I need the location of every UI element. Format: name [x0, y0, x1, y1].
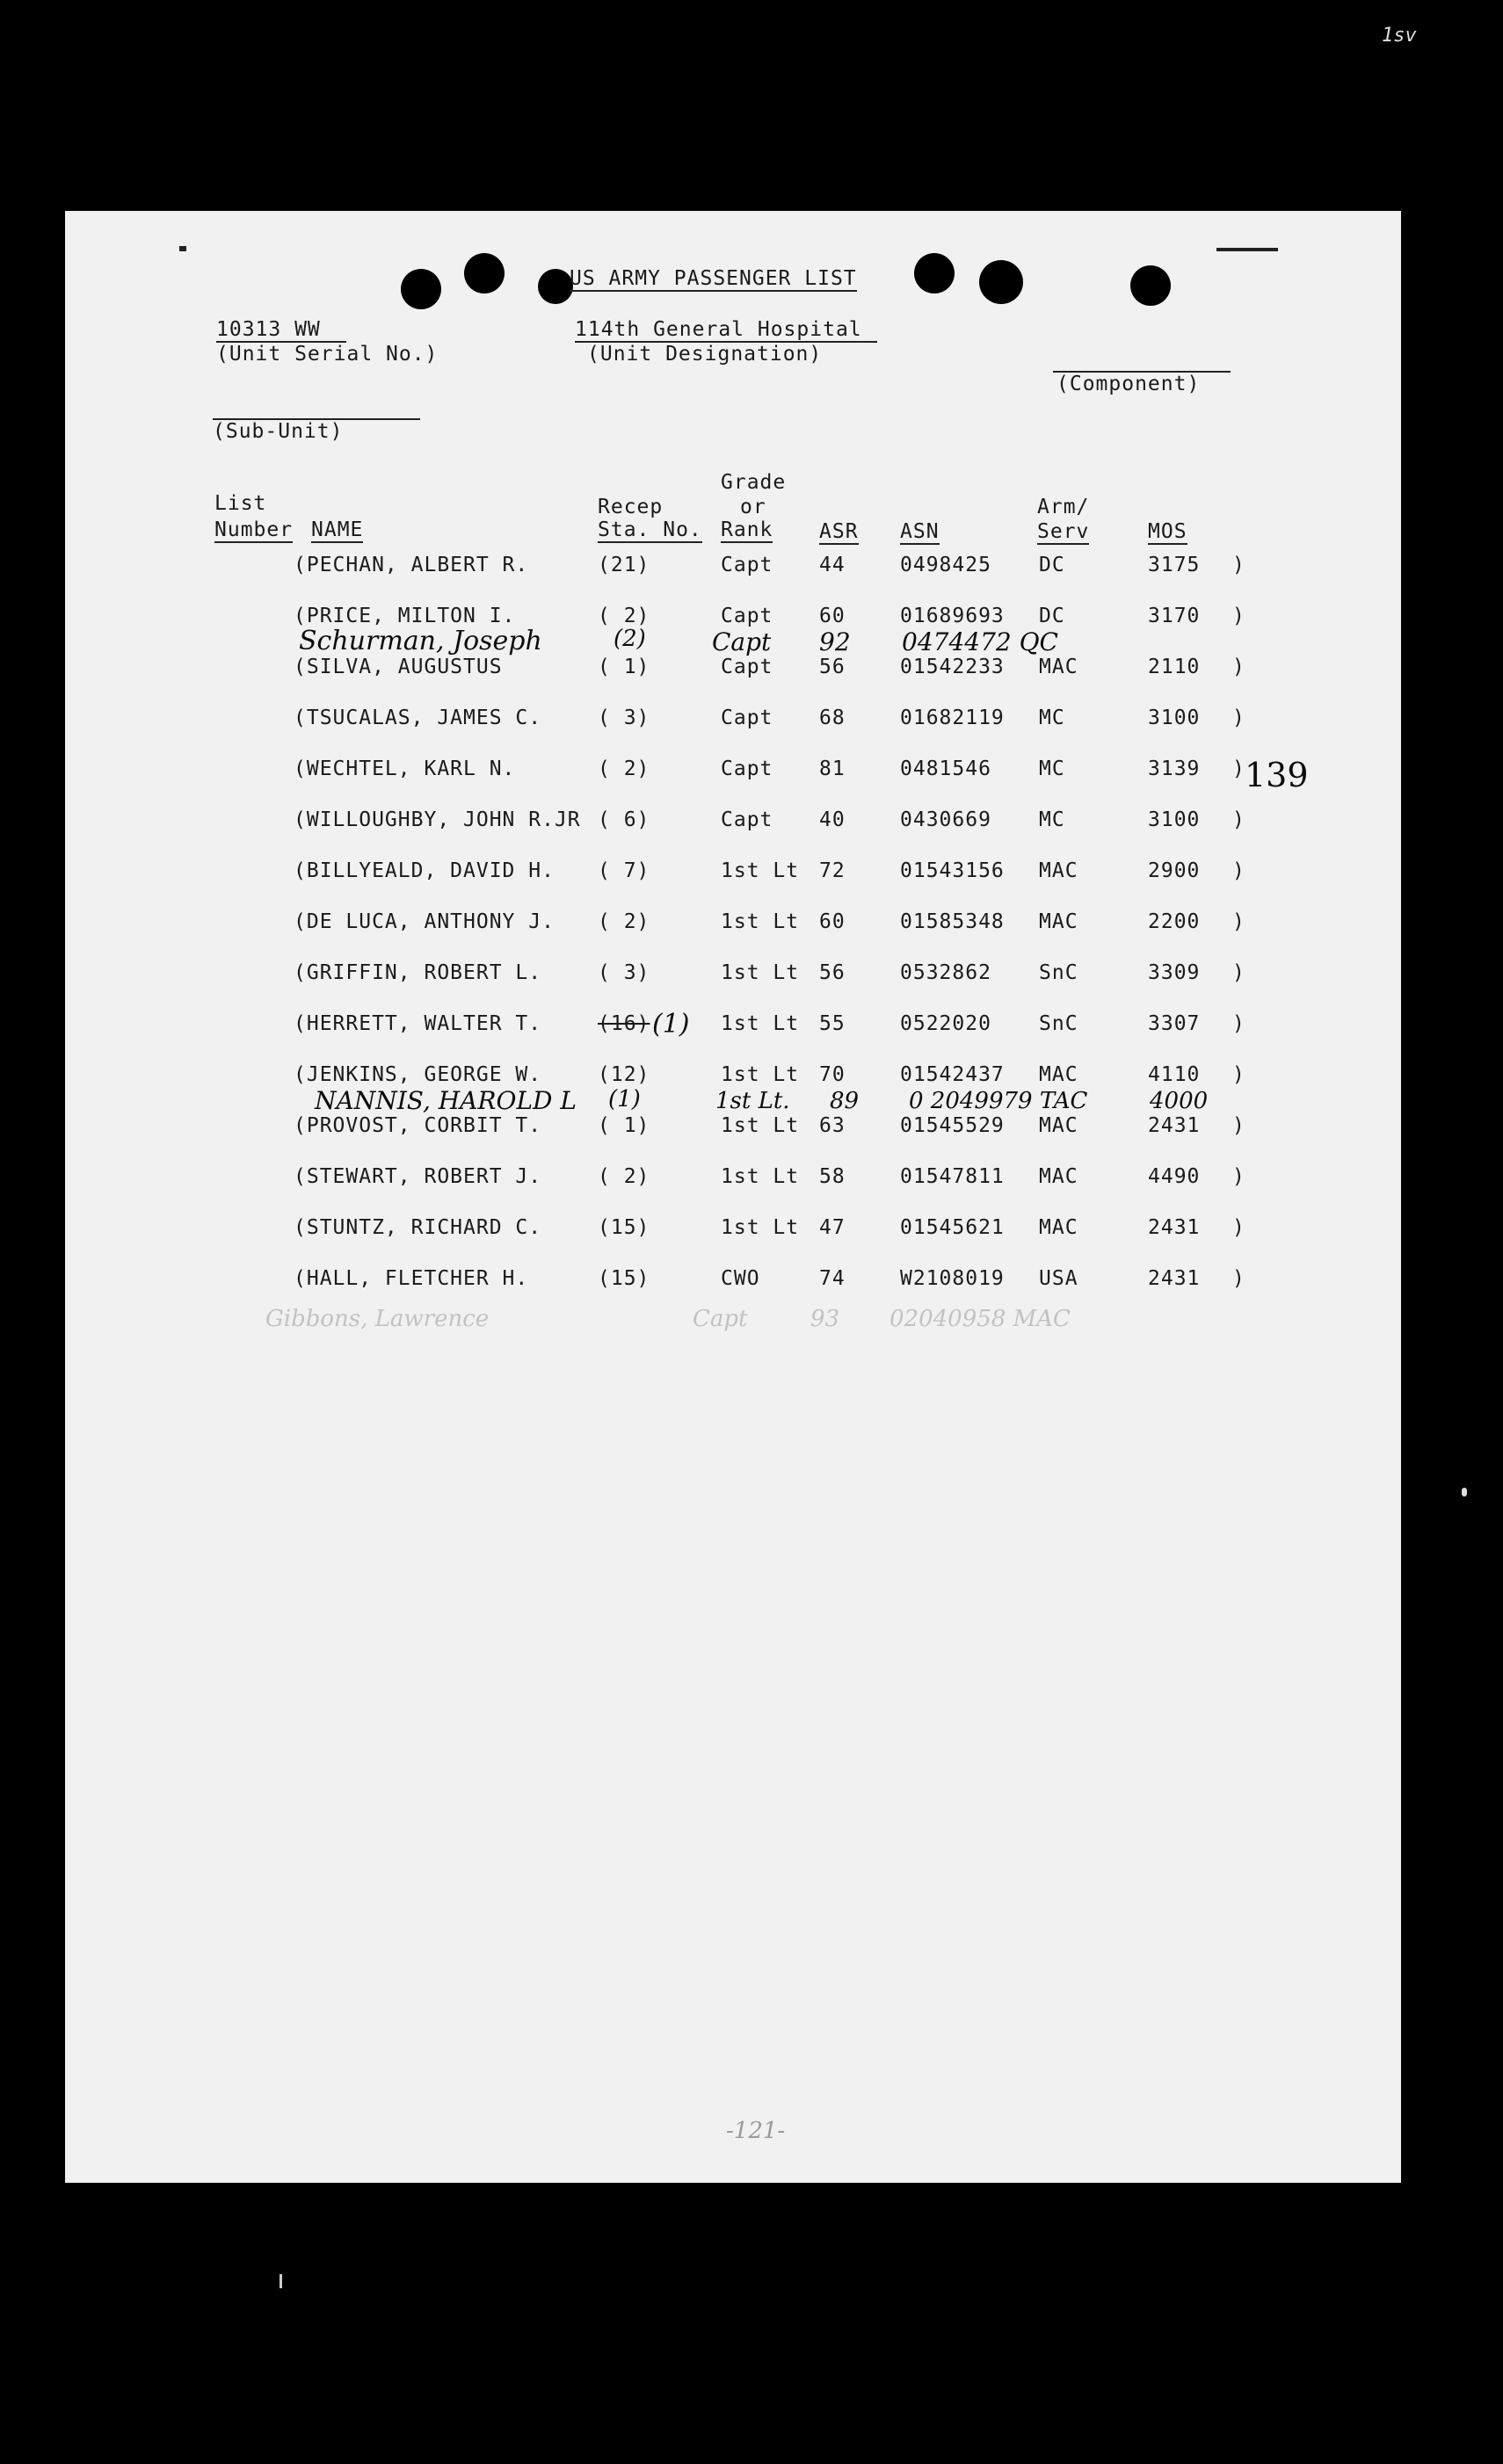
cell-asn: 01682119	[900, 707, 1005, 729]
cell-name: (JENKINS, GEORGE W.	[294, 1063, 542, 1086]
unit-serial-value: 10313 WW	[216, 318, 321, 341]
cell-sta: (12)	[598, 1063, 650, 1086]
cell-asr: 47	[819, 1216, 846, 1239]
cell-mos: 4490	[1148, 1165, 1201, 1188]
cell-grade: Capt	[721, 554, 773, 576]
sub-unit-caption: (Sub-Unit)	[213, 420, 344, 443]
cell-bracket: )	[1232, 605, 1245, 627]
cell-bracket: )	[1232, 757, 1245, 780]
speck	[1216, 248, 1278, 251]
cell-grade: Capt	[721, 605, 773, 627]
cell-grade: 1st Lt	[721, 1114, 800, 1137]
cell-bracket: )	[1232, 554, 1245, 576]
cell-sta: ( 1)	[598, 1114, 650, 1137]
cell-grade: Capt	[721, 707, 773, 729]
cell-name: (WILLOUGHBY, JOHN R.JR	[294, 808, 581, 831]
handwritten-mos: 4000	[1150, 1088, 1209, 1114]
cell-sta: (21)	[598, 554, 650, 576]
cell-arm: USA	[1039, 1267, 1078, 1290]
cell-sta: (15)	[598, 1216, 650, 1239]
punch-hole	[914, 253, 955, 294]
page-number: -121-	[726, 2118, 786, 2144]
cell-asn: 0532862	[900, 961, 991, 984]
cell-asn: 01545621	[900, 1216, 1005, 1239]
cell-asr: 58	[819, 1165, 846, 1188]
handwritten-asn: 0 2049979 TAC	[909, 1088, 1088, 1114]
cell-asn: 0430669	[900, 808, 991, 831]
scan-mark	[280, 2274, 282, 2288]
cell-arm: MAC	[1039, 910, 1078, 933]
cell-mos: 2431	[1148, 1114, 1201, 1137]
cell-asr: 56	[819, 961, 846, 984]
cell-arm: MAC	[1039, 1114, 1078, 1137]
cell-asr: 72	[819, 859, 846, 882]
document-title: US ARMY PASSENGER LIST	[570, 267, 857, 290]
cell-mos: 2431	[1148, 1267, 1201, 1290]
col-grade-mid: or	[740, 496, 766, 518]
cell-sta: ( 7)	[598, 859, 650, 882]
unit-designation-caption: (Unit Designation)	[587, 343, 823, 366]
cell-mos: 3175	[1148, 554, 1201, 576]
col-grade-top: Grade	[721, 471, 787, 494]
cell-name: (PECHAN, ALBERT R.	[294, 554, 529, 576]
cell-name: (SILVA, AUGUSTUS	[294, 656, 503, 678]
punch-hole	[1130, 265, 1171, 306]
col-list-number-bottom: Number	[214, 518, 294, 541]
cell-mos: 2900	[1148, 859, 1201, 882]
cell-name: (TSUCALAS, JAMES C.	[294, 707, 542, 729]
cell-mos: 2431	[1148, 1216, 1201, 1239]
table-row	[65, 1114, 1401, 1144]
cell-asr: 70	[819, 1063, 846, 1086]
scan-mark	[1462, 1488, 1467, 1497]
cell-sta: ( 1)	[598, 656, 650, 678]
cell-asn: 01545529	[900, 1114, 1005, 1137]
cell-asn: 0498425	[900, 554, 991, 576]
pencil-asn: 02040958 MAC	[889, 1306, 1071, 1332]
cell-sta: ( 2)	[598, 757, 650, 780]
cell-sta: ( 3)	[598, 707, 650, 729]
cell-arm: MAC	[1039, 859, 1078, 882]
col-asr: ASR	[819, 520, 859, 543]
cell-bracket: )	[1232, 859, 1245, 882]
table-row	[65, 910, 1401, 940]
cell-name: (PROVOST, CORBIT T.	[294, 1114, 542, 1137]
cell-asn: 01547811	[900, 1165, 1005, 1188]
cell-asr: 44	[819, 554, 846, 576]
cell-asn: W2108019	[900, 1267, 1005, 1290]
cell-asr: 63	[819, 1114, 846, 1137]
punch-hole	[979, 260, 1023, 304]
punch-hole	[401, 269, 441, 309]
pencil-asr: 93	[810, 1306, 840, 1332]
cell-bracket: )	[1232, 1063, 1245, 1086]
component-caption: (Component)	[1056, 373, 1201, 395]
table-row	[65, 1165, 1401, 1195]
cell-sta: ( 2)	[598, 910, 650, 933]
pencil-grade: Capt	[693, 1306, 748, 1332]
cell-name: (GRIFFIN, ROBERT L.	[294, 961, 542, 984]
cell-name: (PRICE, MILTON I.	[294, 605, 516, 627]
cell-mos: 4110	[1148, 1063, 1201, 1086]
cell-grade: 1st Lt	[721, 1165, 800, 1188]
cell-arm: MC	[1039, 757, 1065, 780]
cell-sta: ( 2)	[598, 605, 650, 627]
col-name: NAME	[311, 518, 364, 541]
col-recep-top: Recep	[598, 496, 664, 518]
speck	[179, 246, 186, 251]
handwritten-asr: 89	[830, 1088, 860, 1114]
col-arm-top: Arm/	[1037, 496, 1090, 518]
cell-grade: Capt	[721, 656, 773, 678]
col-mos: MOS	[1148, 520, 1187, 543]
cell-asr: 68	[819, 707, 846, 729]
cell-sta: ( 6)	[598, 808, 650, 831]
sta-correction: (1)	[652, 1009, 690, 1040]
col-list-number-top: List	[214, 492, 267, 515]
table-row	[65, 961, 1401, 991]
handwritten-sta: (2)	[614, 626, 646, 652]
cell-arm: MAC	[1039, 1216, 1078, 1239]
table-row	[65, 859, 1401, 889]
cell-asn: 01542437	[900, 1063, 1005, 1086]
cell-bracket: )	[1232, 707, 1245, 729]
cell-bracket: )	[1232, 961, 1245, 984]
unit-designation-value: 114th General Hospital	[575, 318, 862, 341]
table-row	[65, 554, 1401, 583]
handwritten-grade: 1st Lt.	[715, 1088, 790, 1114]
cell-grade: CWO	[721, 1267, 760, 1290]
cell-name: (HALL, FLETCHER H.	[294, 1267, 529, 1290]
cell-mos: 3100	[1148, 707, 1201, 729]
cell-asr: 60	[819, 605, 846, 627]
cell-asn: 0481546	[900, 757, 991, 780]
cell-grade: 1st Lt	[721, 961, 800, 984]
table-row	[65, 757, 1401, 787]
cell-name: (DE LUCA, ANTHONY J.	[294, 910, 555, 933]
cell-mos: 3139	[1148, 757, 1201, 780]
cell-asr: 60	[819, 910, 846, 933]
cell-bracket: )	[1232, 1114, 1245, 1137]
cell-mos: 3170	[1148, 605, 1201, 627]
cell-name: (BILLYEALD, DAVID H.	[294, 859, 555, 882]
punch-hole	[464, 253, 505, 294]
cell-grade: 1st Lt	[721, 859, 800, 882]
cell-arm: DC	[1039, 554, 1065, 576]
punch-hole	[538, 269, 573, 304]
cell-bracket: )	[1232, 808, 1245, 831]
cell-arm: MAC	[1039, 1063, 1078, 1086]
cell-bracket: )	[1232, 1267, 1245, 1290]
cell-grade: 1st Lt	[721, 910, 800, 933]
table-row	[65, 656, 1401, 685]
cell-asr: 56	[819, 656, 846, 678]
cell-mos: 3307	[1148, 1012, 1201, 1035]
pencil-name: Gibbons, Lawrence	[265, 1306, 490, 1332]
cell-arm: DC	[1039, 605, 1065, 627]
cell-bracket: )	[1232, 656, 1245, 678]
cell-bracket: )	[1232, 1216, 1245, 1239]
cell-grade: 1st Lt	[721, 1063, 800, 1086]
cell-asn: 01542233	[900, 656, 1005, 678]
handwritten-asr: 92	[819, 627, 851, 656]
cell-sta: (16)	[598, 1012, 650, 1035]
cell-asn: 01543156	[900, 859, 1005, 882]
cell-grade: 1st Lt	[721, 1216, 800, 1239]
cell-asr: 74	[819, 1267, 846, 1290]
col-asn: ASN	[900, 520, 940, 543]
table-row	[65, 707, 1401, 736]
col-recep-bottom: Sta. No.	[598, 518, 702, 541]
document-page	[65, 211, 1401, 2183]
cell-bracket: )	[1232, 910, 1245, 933]
handwritten-name: NANNIS, HAROLD L	[315, 1086, 577, 1115]
table-row	[65, 1267, 1401, 1297]
cell-mos: 2200	[1148, 910, 1201, 933]
cell-asn: 01689693	[900, 605, 1005, 627]
col-grade-bottom: Rank	[721, 518, 773, 541]
unit-serial-caption: (Unit Serial No.)	[216, 343, 439, 366]
cell-sta: (15)	[598, 1267, 650, 1290]
cell-name: (STEWART, ROBERT J.	[294, 1165, 542, 1188]
cell-sta: ( 3)	[598, 961, 650, 984]
handwritten-asn: 0474472 QC	[902, 627, 1058, 656]
cell-name: (STUNTZ, RICHARD C.	[294, 1216, 542, 1239]
cell-mos: 2110	[1148, 656, 1201, 678]
cell-arm: MAC	[1039, 656, 1078, 678]
table-row	[65, 1216, 1401, 1246]
cell-mos: 3100	[1148, 808, 1201, 831]
cell-sta: ( 2)	[598, 1165, 650, 1188]
corner-mark: 1sv	[1382, 25, 1417, 47]
cell-mos: 3309	[1148, 961, 1201, 984]
cell-bracket: )	[1232, 1012, 1245, 1035]
cell-arm: SnC	[1039, 1012, 1078, 1035]
cell-grade: Capt	[721, 808, 773, 831]
col-arm-bottom: Serv	[1037, 520, 1090, 543]
table-row	[65, 1009, 1401, 1042]
cell-grade: Capt	[721, 757, 773, 780]
handwritten-sta: (1)	[608, 1086, 641, 1112]
cell-bracket: )	[1232, 1165, 1245, 1188]
handwritten-grade: Capt	[712, 627, 772, 656]
cell-arm: SnC	[1039, 961, 1078, 984]
cell-name: (HERRETT, WALTER T.	[294, 1012, 542, 1035]
cell-asn: 0522020	[900, 1012, 991, 1035]
cell-arm: MAC	[1039, 1165, 1078, 1188]
table-row	[65, 808, 1401, 838]
cell-asr: 55	[819, 1012, 846, 1035]
handwritten-name: Schurman, Joseph	[299, 626, 542, 656]
cell-asr: 81	[819, 757, 846, 780]
cell-arm: MC	[1039, 707, 1065, 729]
cell-asn: 01585348	[900, 910, 1005, 933]
cell-asr: 40	[819, 808, 846, 831]
cell-name: (WECHTEL, KARL N.	[294, 757, 516, 780]
handwritten-count: 139	[1245, 756, 1309, 794]
cell-arm: MC	[1039, 808, 1065, 831]
cell-grade: 1st Lt	[721, 1012, 800, 1035]
